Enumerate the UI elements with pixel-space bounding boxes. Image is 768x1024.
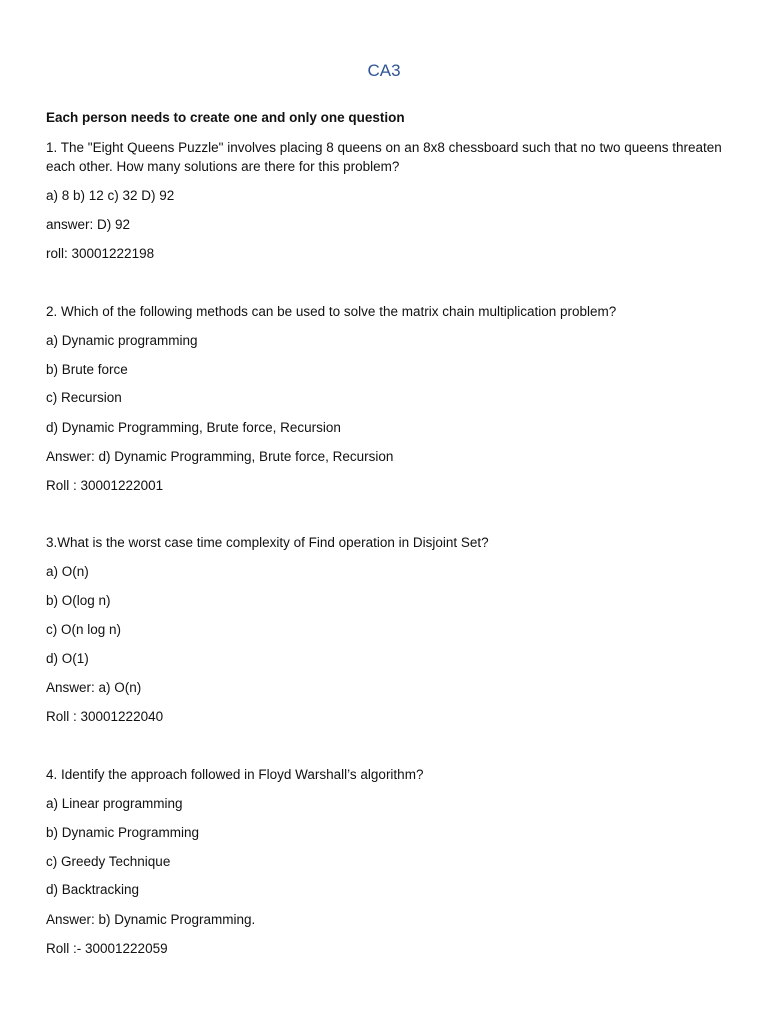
question-3-roll: Roll : 30001222040 xyxy=(46,709,164,724)
question-2-answer: Answer: d) Dynamic Programming, Brute force, Recursion xyxy=(46,449,394,464)
question-3-answer: Answer: a) O(n) xyxy=(46,680,142,695)
question-4-roll: Roll :- 30001222059 xyxy=(46,941,168,956)
question-2-option-a: a) Dynamic programming xyxy=(46,333,198,348)
page-title: CA3 xyxy=(367,61,401,80)
question-3-option-a: a) O(n) xyxy=(46,564,89,579)
question-1-options: a) 8 b) 12 c) 32 D) 92 xyxy=(46,188,175,203)
question-4-answer: Answer: b) Dynamic Programming. xyxy=(46,912,256,927)
question-3-option-d: d) O(1) xyxy=(46,651,89,666)
question-2-option-b: b) Brute force xyxy=(46,362,128,377)
question-2-option-d: d) Dynamic Programming, Brute force, Recursion xyxy=(46,420,341,435)
question-3-option-c: c) O(n log n) xyxy=(46,622,122,637)
question-1-roll: roll: 30001222198 xyxy=(46,246,155,261)
question-3-option-b: b) O(log n) xyxy=(46,593,111,608)
question-1-answer: answer: D) 92 xyxy=(46,217,131,232)
question-4-option-d: d) Backtracking xyxy=(46,882,140,897)
question-4-option-c: c) Greedy Technique xyxy=(46,854,171,869)
question-3-text: 3.What is the worst case time complexity of Find operation in Disjoint Set? xyxy=(46,535,489,550)
question-4-option-b: b) Dynamic Programming xyxy=(46,825,200,840)
question-1-text: 1. The "Eight Queens Puzzle" involves placing 8 queens on an 8x8 chessboard such that no two queens threaten each other. How many solutions are there for this problem? xyxy=(46,140,722,174)
question-2-option-c: c) Recursion xyxy=(46,390,122,405)
question-4-text: 4. Identify the approach followed in Floyd Warshall’s algorithm? xyxy=(46,767,424,782)
question-2-text: 2. Which of the following methods can be used to solve the matrix chain multiplication problem? xyxy=(46,304,617,319)
question-2-roll: Roll : 30001222001 xyxy=(46,478,164,493)
instruction-heading: Each person needs to create one and only one question xyxy=(46,110,405,125)
question-4-option-a: a) Linear programming xyxy=(46,796,183,811)
